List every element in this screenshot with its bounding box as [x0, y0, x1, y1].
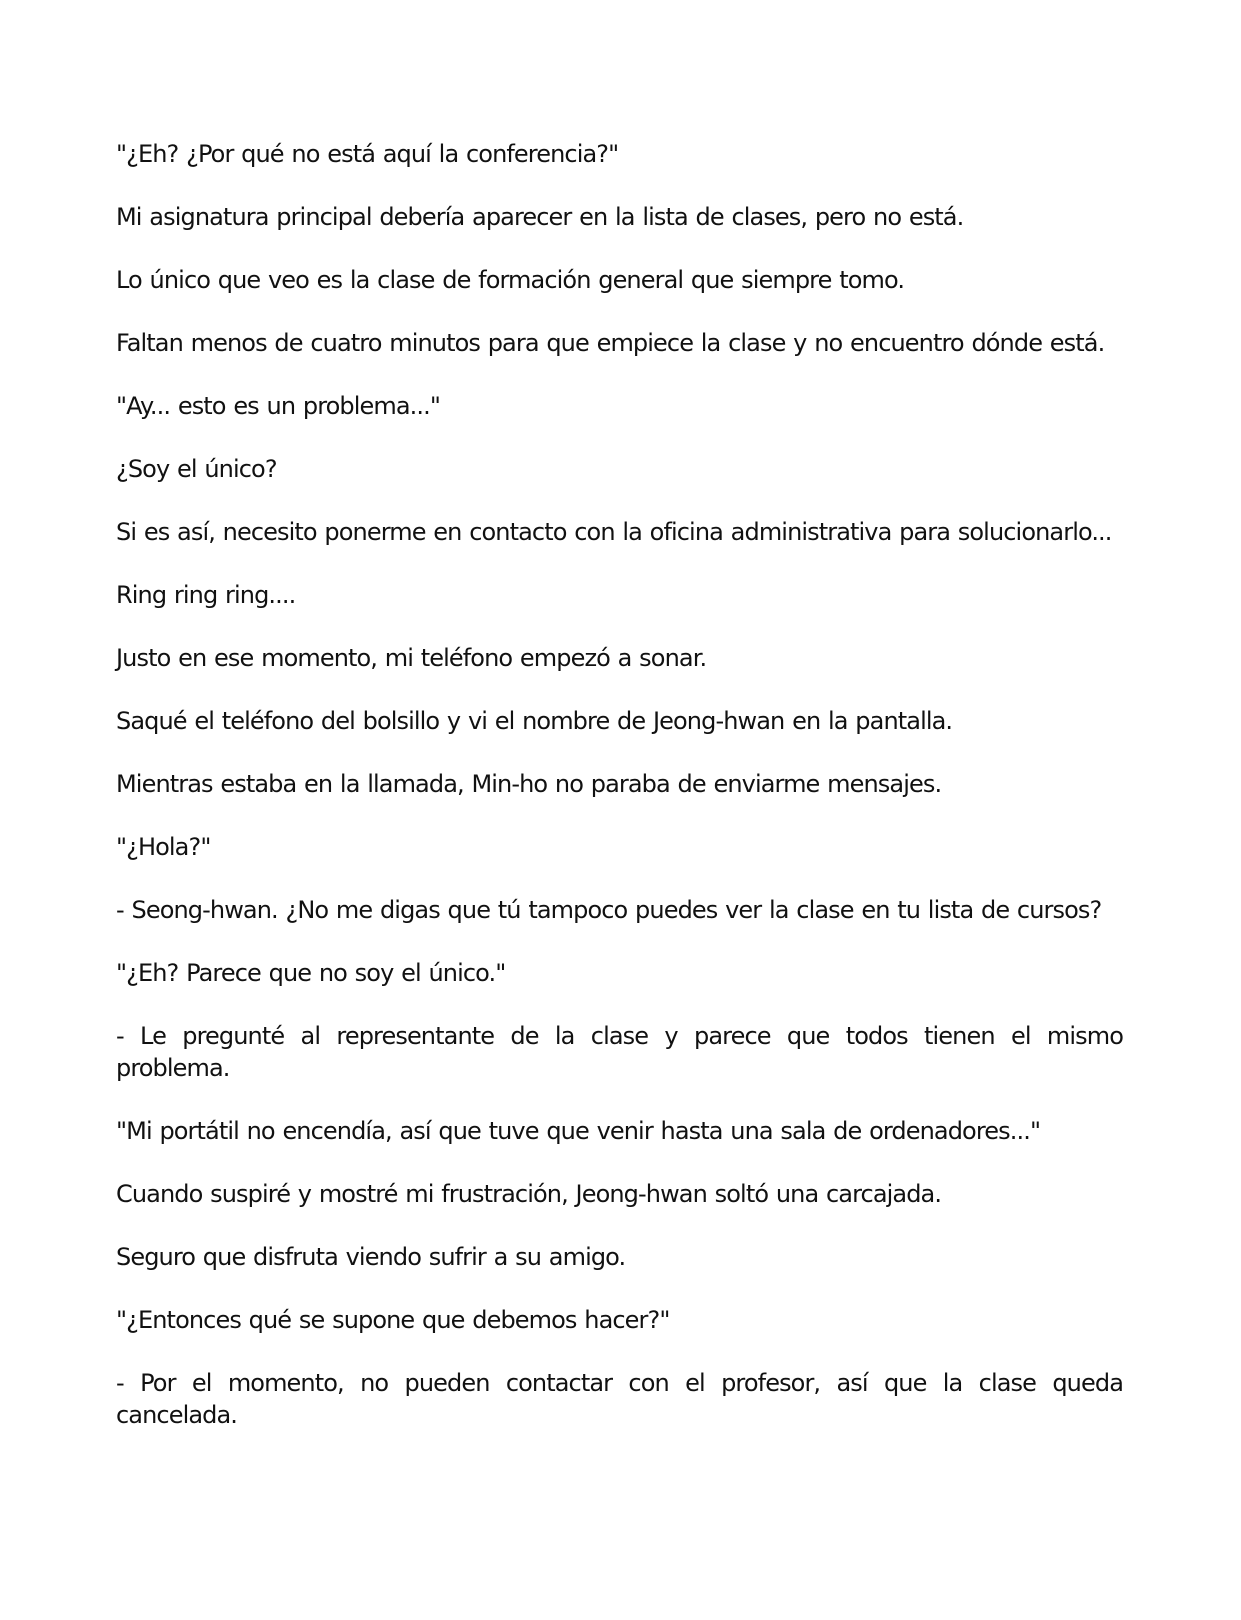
paragraph: "Ay... esto es un problema..." [116, 392, 441, 420]
paragraph: "¿Entonces qué se supone que debemos hacer?" [116, 1306, 670, 1334]
paragraph: Lo único que veo es la clase de formación general que siempre tomo. [116, 266, 905, 294]
paragraph: Faltan menos de cuatro minutos para que empiece la clase y no encuentro dónde está. [116, 329, 1105, 357]
paragraph: "¿Eh? ¿Por qué no está aquí la conferencia?" [116, 140, 619, 168]
paragraph: "Mi portátil no encendía, así que tuve que venir hasta una sala de ordenadores..." [116, 1117, 1041, 1145]
paragraph: Cuando suspiré y mostré mi frustración, Jeong-hwan soltó una carcajada. [116, 1180, 942, 1208]
paragraph: ¿Soy el único? [116, 455, 277, 483]
paragraph: "¿Hola?" [116, 833, 211, 861]
paragraph: "¿Eh? Parece que no soy el único." [116, 959, 506, 987]
paragraph: - Le pregunté al representante de la clase y parece que todos tienen el mismo problema. [116, 1022, 1123, 1082]
paragraph: - Por el momento, no pueden contactar con el profesor, así que la clase queda cancelada. [116, 1369, 1123, 1429]
paragraph: Si es así, necesito ponerme en contacto con la oficina administrativa para solucionarlo... [116, 518, 1112, 546]
paragraph: Ring ring ring.... [116, 581, 296, 609]
paragraph: Mientras estaba en la llamada, Min-ho no paraba de enviarme mensajes. [116, 770, 942, 798]
paragraph: Saqué el teléfono del bolsillo y vi el nombre de Jeong-hwan en la pantalla. [116, 707, 953, 735]
paragraph: - Seong-hwan. ¿No me digas que tú tampoco puedes ver la clase en tu lista de cursos? [116, 896, 1102, 924]
paragraph: Justo en ese momento, mi teléfono empezó a sonar. [116, 644, 707, 672]
paragraph: Mi asignatura principal debería aparecer en la lista de clases, pero no está. [116, 203, 964, 231]
paragraph: Seguro que disfruta viendo sufrir a su amigo. [116, 1243, 626, 1271]
text-body [116, 138, 1123, 1462]
